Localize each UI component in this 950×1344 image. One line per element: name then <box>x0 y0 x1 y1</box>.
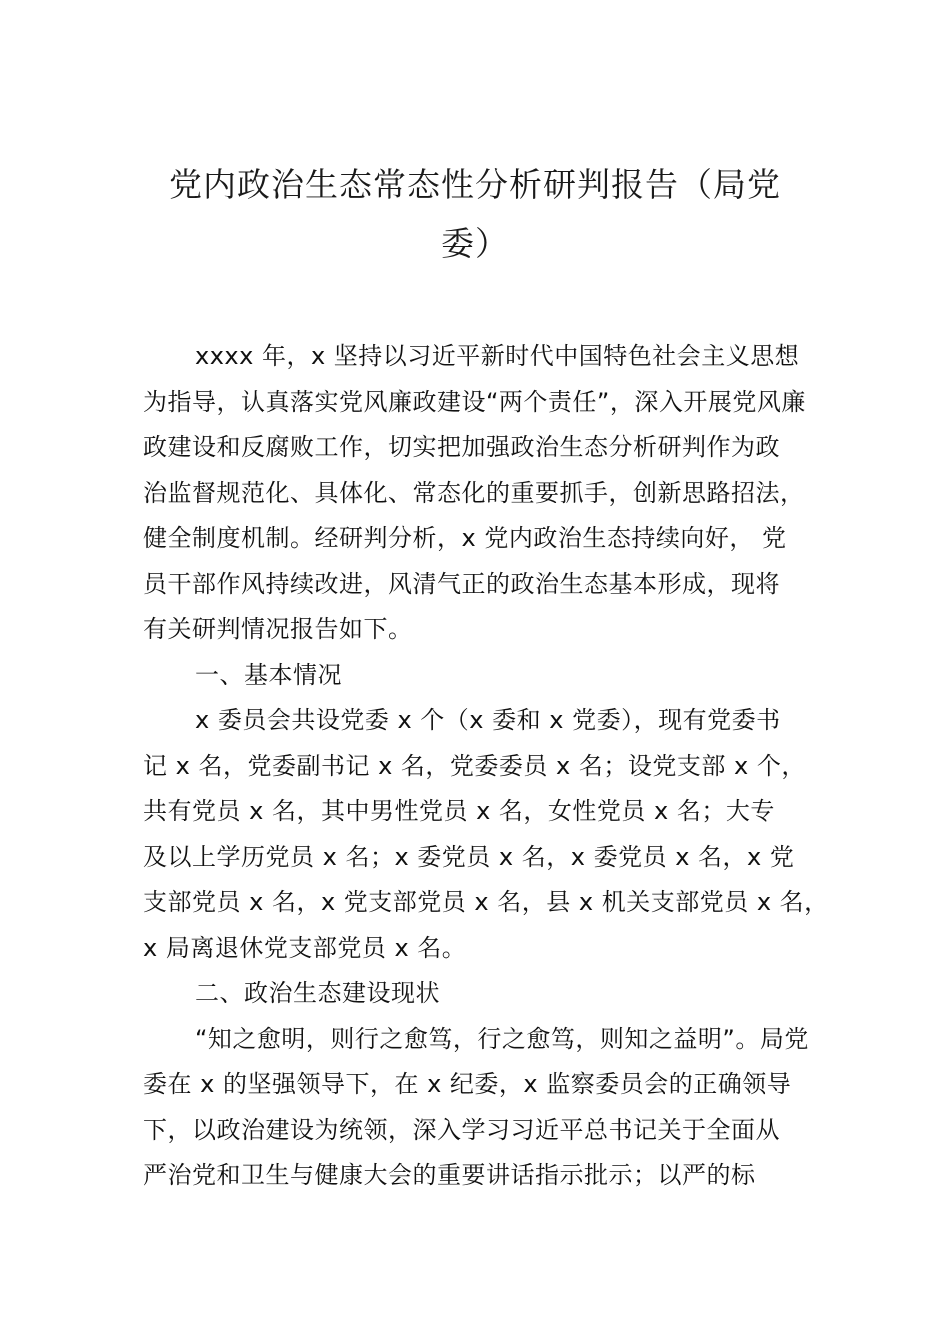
text-line: 及以上学历党员 x 名；x 委党员 x 名，x 委党员 x 名，x 党 <box>143 842 795 871</box>
document-title <box>150 162 800 267</box>
current-status-paragraph <box>143 1017 833 1199</box>
text-line: 健全制度机制。经研判分析，x 党内政治生态持续向好， 党 <box>143 524 787 552</box>
text-line: x 委员会共设党委 x 个（x 委和 x 党委），现有党委书 <box>195 706 781 734</box>
text-line: 员干部作风持续改进，风清气正的政治生态基本形成，现将 <box>143 569 780 598</box>
title-line: 党内政治生态常态性分析研判报告（局党 <box>169 165 781 204</box>
text-line: 严治党和卫生与健康大会的重要讲话指示批示；以严的标 <box>143 1161 756 1189</box>
text-line: x 局离退休党支部党员 x 名。 <box>143 933 467 962</box>
text-line: 治监督规范化、具体化、常态化的重要抓手，创新思路招法， <box>143 478 805 507</box>
basic-situation-paragraph <box>143 698 833 971</box>
section-heading-2 <box>143 971 833 1017</box>
text-line: 支部党员 x 名，x 党支部党员 x 名，县 x 机关支部党员 x 名， <box>143 888 829 916</box>
text-line: 一、基本情况 <box>195 660 342 689</box>
text-line: 为指导，认真落实党风廉政建设“两个责任”，深入开展党风廉 <box>143 387 806 416</box>
text-line: 政建设和反腐败工作，切实把加强政治生态分析研判作为政 <box>143 433 780 461</box>
text-line: 委在 x 的坚强领导下，在 x 纪委，x 监察委员会的正确领导 <box>143 1070 792 1098</box>
text-line: 记 x 名，党委副书记 x 名，党委委员 x 名；设党支部 x 个， <box>143 751 806 780</box>
text-line: “知之愈明，则行之愈笃，行之愈笃，则知之益明”。局党 <box>195 1024 809 1053</box>
intro-paragraph <box>143 334 833 653</box>
text-line: 下，以政治建设为统领，深入学习习近平总书记关于全面从 <box>143 1115 780 1144</box>
text-line: 二、政治生态建设现状 <box>195 979 440 1007</box>
text-line: 共有党员 x 名，其中男性党员 x 名，女性党员 x 名；大专 <box>143 797 775 825</box>
text-line: xxxx 年，x 坚持以习近平新时代中国特色社会主义思想 <box>195 342 800 370</box>
section-heading-1 <box>143 653 833 699</box>
text-line: 有关研判情况报告如下。 <box>143 615 413 643</box>
title-line: 委） <box>441 224 509 263</box>
document-body <box>143 334 833 1199</box>
